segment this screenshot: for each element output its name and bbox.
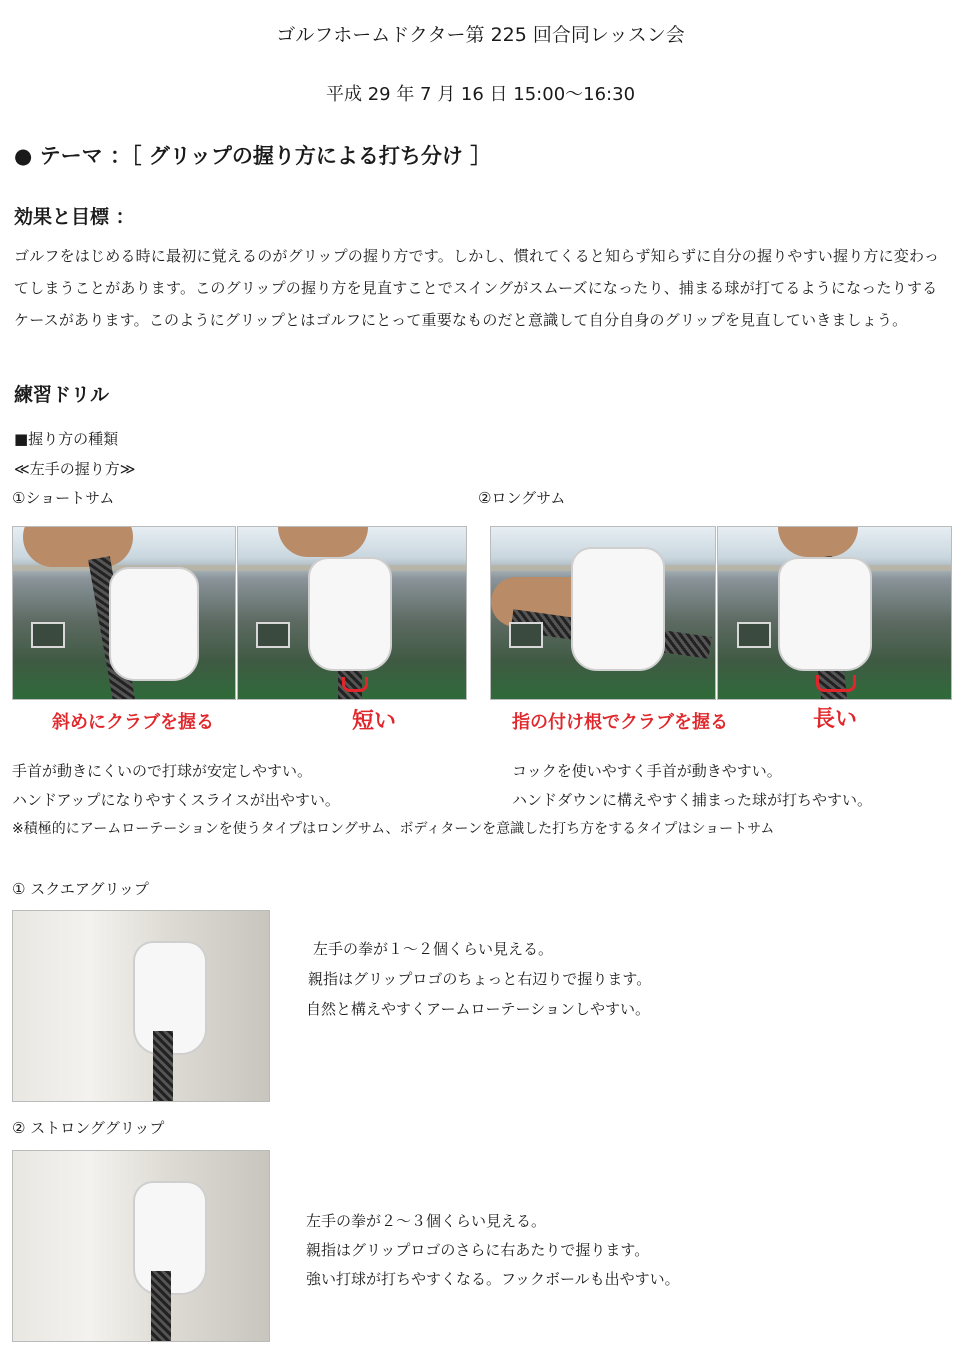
lesson-date: 平成 29 年 7 月 16 日 15:00～16:30 <box>325 84 636 105</box>
short-thumb-caption-right: 短い <box>352 709 397 734</box>
short-thumb-caption-left: 斜めにクラブを握る <box>52 712 214 733</box>
strong-grip-line-2: 親指はグリップロゴのさらに右あたりで握ります。 <box>306 1241 650 1259</box>
short-thumb-photo-side <box>237 526 467 700</box>
goals-heading: 効果と目標 ： <box>14 206 135 228</box>
left-hand-subheading: ≪左手の握り方≫ <box>14 460 136 478</box>
long-thumb-caption-right: 長い <box>813 707 858 732</box>
strong-grip-label: ② ストロンググリップ <box>12 1119 165 1137</box>
theme-heading: ● テーマ ：［ グリップの握り方による打ち分け ］ <box>14 144 492 168</box>
strong-grip-line-3: 強い打球が打ちやすくなる。フックボールも出やすい。 <box>306 1270 680 1288</box>
grip-types-subheading: ■握り方の種類 <box>14 430 119 448</box>
drill-note: ※積極的にアームローテーションを使うタイプはロングサム、ボディターンを意識した打ち方をするタイプはショートサム <box>12 821 775 837</box>
short-thumb-desc-1: 手首が動きにくいので打球が安定しやすい。 <box>12 762 313 780</box>
short-thumb-desc-2: ハンドアップになりやすくスライスが出やすい。 <box>12 791 340 809</box>
square-grip-photo <box>12 910 270 1102</box>
square-grip-label: ① スクエアグリップ <box>12 880 149 898</box>
drill-heading: 練習ドリル <box>14 384 110 406</box>
square-grip-line-2: 親指はグリップロゴのちょっと右辺りで握ります。 <box>308 970 652 988</box>
long-thumb-desc-2: ハンドダウンに構えやすく捕まった球が打ちやすい。 <box>512 791 873 809</box>
square-grip-line-3: 自然と構えやすくアームローテーションしやすい。 <box>306 1000 650 1018</box>
long-thumb-photo-side <box>717 526 952 700</box>
short-thumb-photo-front <box>12 526 236 700</box>
short-thumb-label: ①ショートサム <box>12 489 115 507</box>
long-thumb-caption-left: 指の付け根でクラブを握る <box>512 712 728 733</box>
page-title: ゴルフホームドクター第 225 回合同レッスン会 <box>276 24 685 46</box>
long-thumb-photo-front <box>490 526 716 700</box>
strong-grip-photo <box>12 1150 270 1342</box>
long-thumb-label: ②ロングサム <box>478 489 566 507</box>
long-thumb-desc-1: コックを使いやすく手首が動きやすい。 <box>512 762 782 780</box>
square-grip-line-1: 左手の拳が１～２個くらい見える。 <box>313 940 554 958</box>
strong-grip-line-1: 左手の拳が２～３個くらい見える。 <box>306 1212 547 1230</box>
goals-text: ゴルフをはじめる時に最初に覚えるのがグリップの握り方です。しかし、慣れてくると知らず知らずに自分の握りやすい握り方に変わってしまうことがあります。このグリップの握り方を見直すことでスイングがスムーズになったり、捕まる球が打てるようになったりするケースがあります。このようにグリップとはゴルフにとって重要なものだと意識して自分自身のグリップを見直していきましょう。 <box>14 247 940 329</box>
